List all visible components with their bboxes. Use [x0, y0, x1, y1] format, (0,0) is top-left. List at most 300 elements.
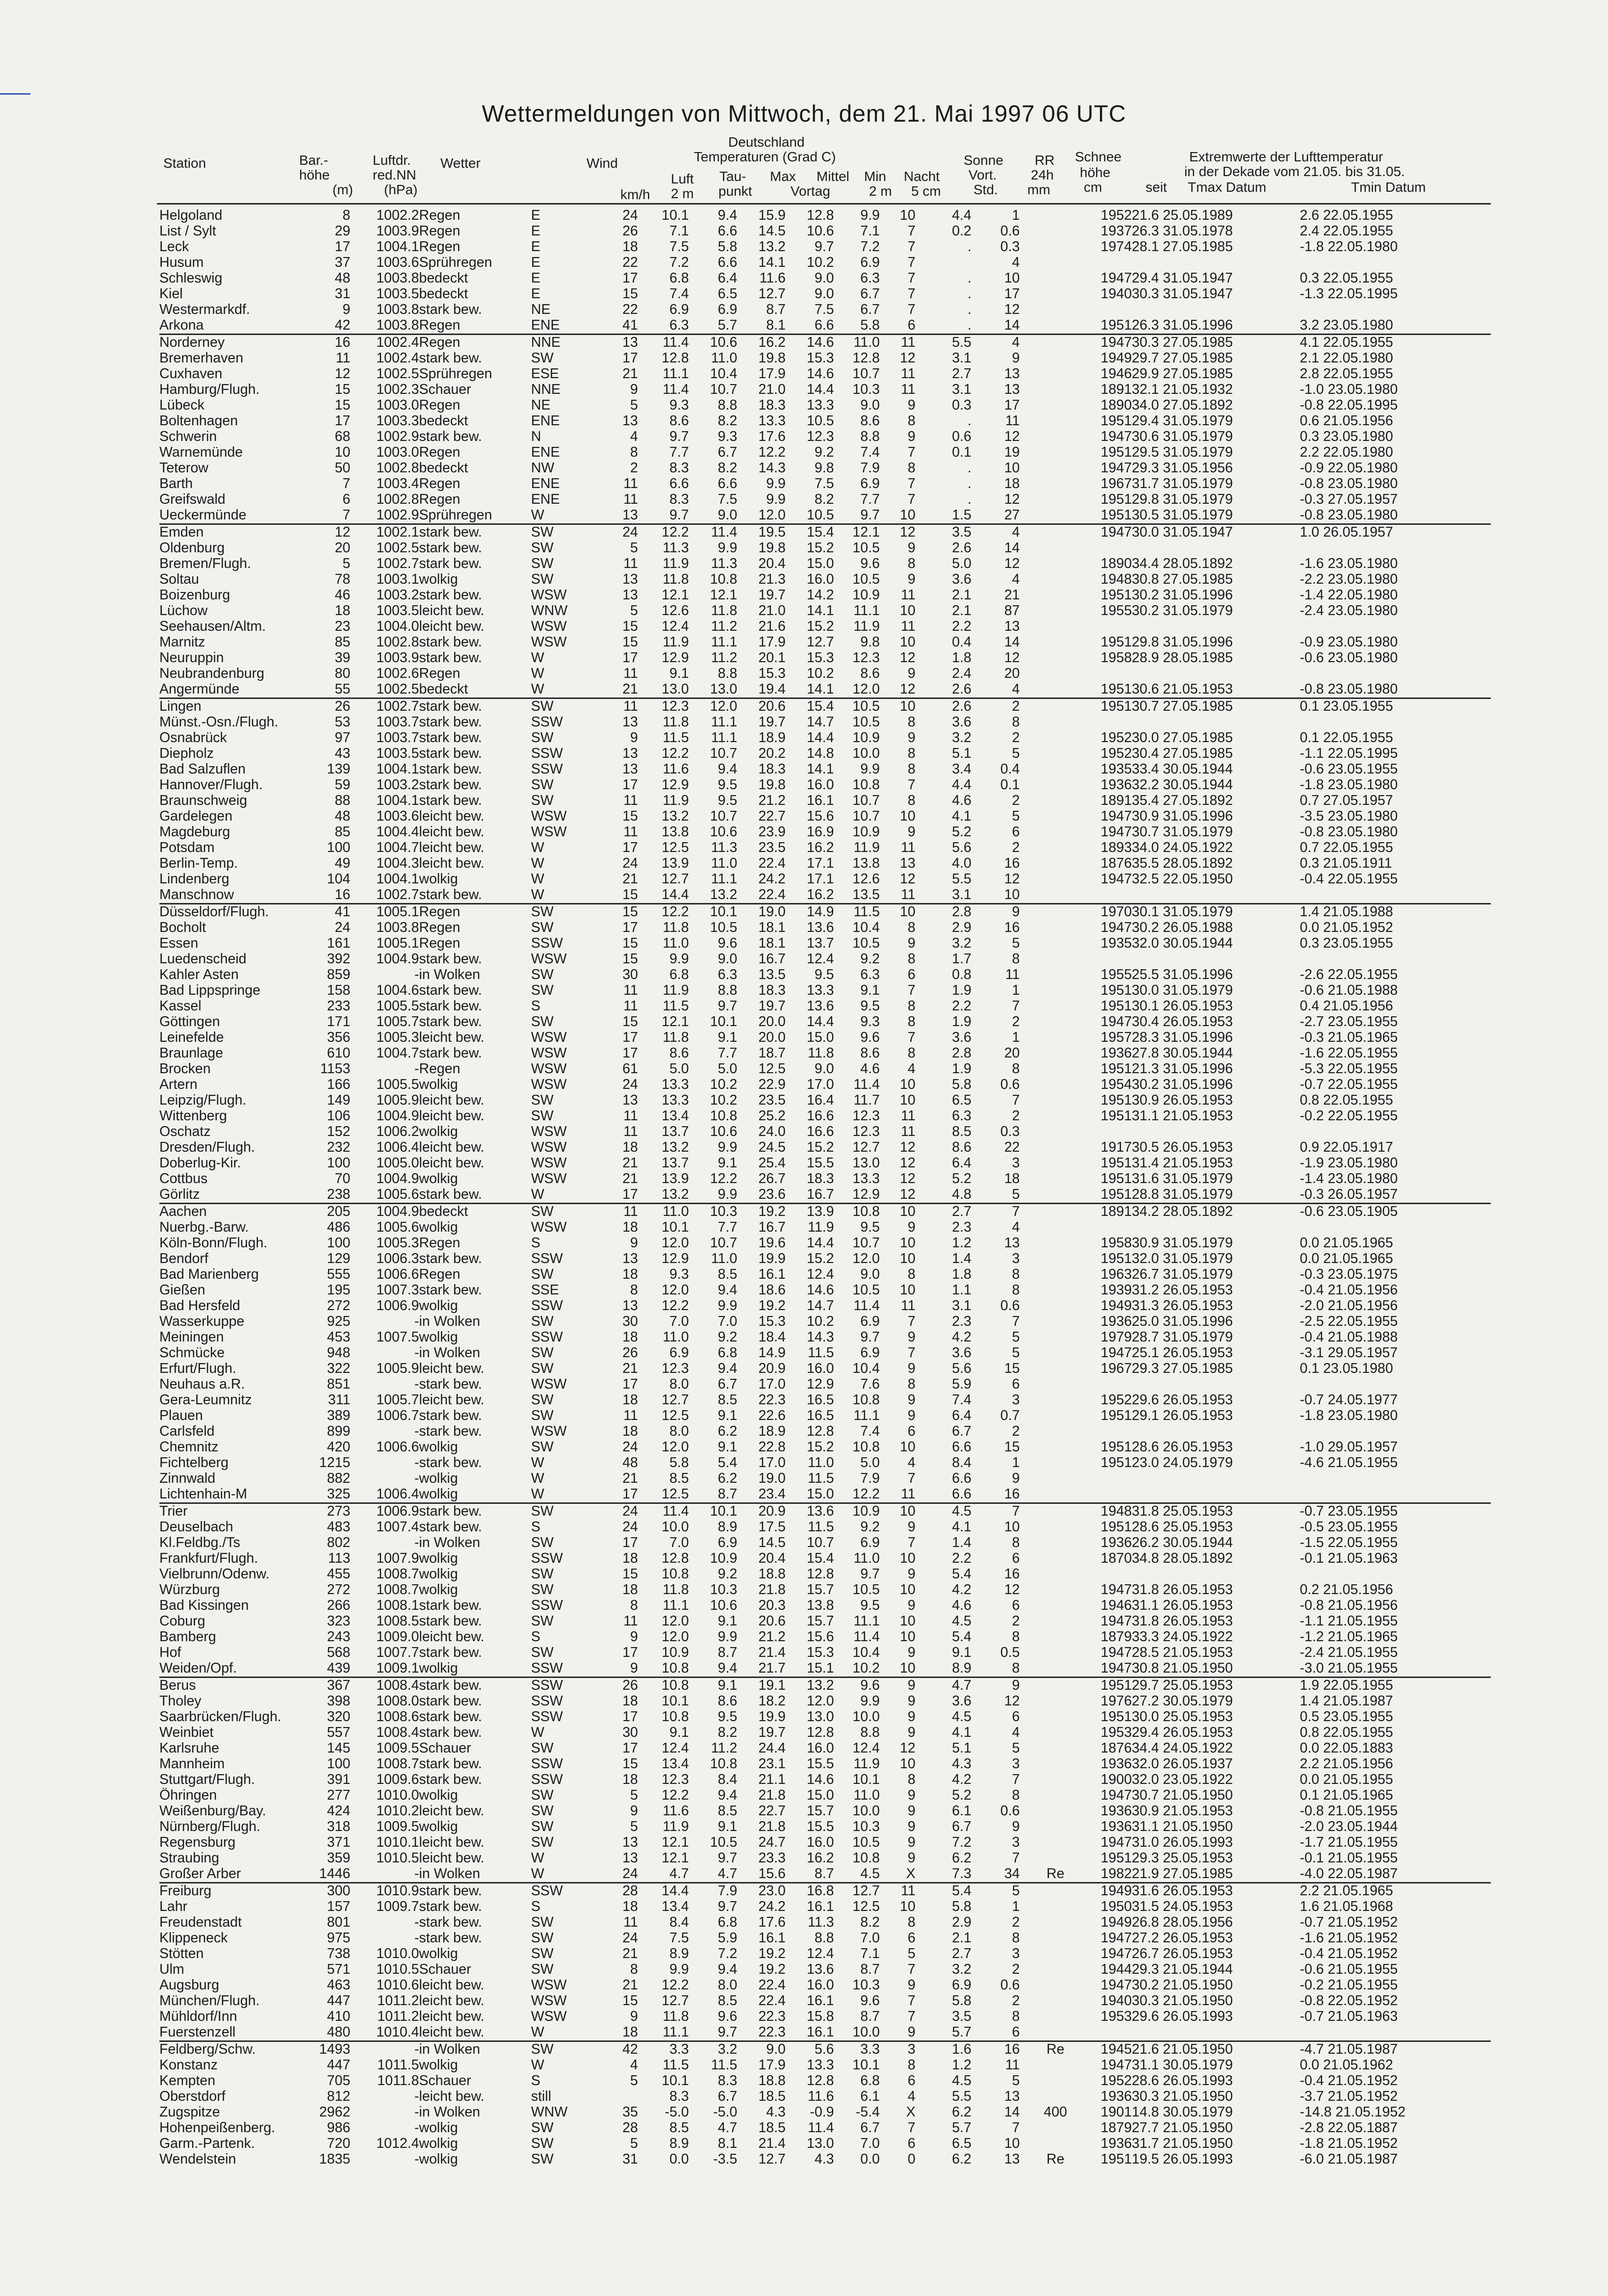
cell-max: 13.2	[758, 239, 786, 255]
cell-mittel: 16.1	[786, 2025, 834, 2041]
cell-seit: 1951	[1091, 318, 1132, 335]
cell-schnee	[1020, 840, 1091, 856]
cell-mittel: 15.7	[807, 1804, 834, 1819]
cell-tau: 11.5	[711, 2058, 738, 2073]
cell-wind-speed: 13	[622, 746, 638, 761]
cell-tmax: 29.1 26.05.1953	[1131, 1408, 1233, 1423]
cell-tau: 10.6	[710, 1598, 738, 1613]
cell-min: 9.0	[860, 398, 880, 413]
cell-bar: 80	[334, 666, 351, 681]
cell-schnee	[1020, 2025, 1091, 2041]
cell-bar: 24	[334, 920, 351, 935]
cell-mittel: 12.4	[807, 1946, 834, 1961]
cell-tau: 6.6	[717, 476, 738, 491]
cell-weather: in Wolken	[419, 2041, 481, 2057]
cell-schnee	[1020, 1788, 1091, 1804]
cell-weather: Regen	[419, 1061, 460, 1077]
cell-weather: stark bew.	[419, 429, 482, 444]
cell-weather: leicht bew.	[419, 1629, 485, 1645]
cell-pressure: 1003.5	[376, 746, 419, 761]
cell-mittel: 14.4	[807, 1014, 834, 1030]
cell-tmin: 0.5 23.05.1955	[1300, 1709, 1393, 1725]
cell-nacht: 5	[907, 1946, 916, 1961]
cell-min: 7.0	[860, 2136, 880, 2151]
cell-weather: stark bew.	[419, 1424, 482, 1439]
cell-schnee	[1020, 208, 1091, 224]
cell-min: 10.8	[852, 1393, 880, 1408]
table-row	[159, 1283, 1491, 1298]
cell-wind-speed: 11	[623, 556, 638, 571]
cell-min: 9.5	[860, 1220, 880, 1235]
cell-wind-speed: 17	[622, 777, 638, 793]
cell-luft: 11.5	[663, 999, 689, 1014]
cell-bar: 195	[327, 1283, 351, 1298]
cell-schnee	[1020, 1236, 1091, 1251]
cell-tmin: -5.3 22.05.1955	[1300, 1061, 1398, 1077]
cell-rr: 9	[1012, 351, 1020, 366]
cell-nacht: 9	[907, 1851, 916, 1866]
header-sonne-2: Vort.	[969, 167, 997, 182]
cell-wind-dir: SSE	[531, 1283, 559, 1298]
cell-station: Regensburg	[159, 1835, 236, 1850]
cell-wind-dir: W	[531, 1851, 544, 1866]
cell-wind-speed: 48	[622, 1455, 638, 1470]
cell-luft: 9.1	[669, 666, 689, 681]
cell-bar: 1446	[300, 1866, 351, 1883]
cell-schnee	[1020, 351, 1091, 366]
cell-nacht: 10	[900, 904, 916, 920]
cell-pressure: 1004.3	[376, 856, 419, 871]
cell-max: 8.7	[766, 302, 786, 317]
cell-nacht: 0	[907, 2152, 916, 2167]
cell-station: Ulm	[159, 1962, 184, 1977]
cell-tmax: 30.0 31.05.1979	[1131, 983, 1233, 998]
cell-nacht: 12	[900, 351, 916, 366]
table-row	[159, 2120, 1491, 2136]
cell-pressure: 1010.9	[376, 1883, 419, 1899]
cell-luft: 8.9	[669, 2136, 689, 2151]
cell-wind-speed: 13	[622, 335, 638, 350]
cell-nacht: 10	[900, 1551, 916, 1566]
cell-mittel: 9.0	[814, 286, 834, 302]
cell-nacht: 8	[907, 1046, 916, 1061]
cell-tmax	[1132, 952, 1300, 967]
cell-tmin: 1.0 26.05.1957	[1300, 524, 1393, 540]
cell-bar: 720	[327, 2136, 351, 2151]
cell-wind-speed: 11	[623, 476, 638, 491]
cell-seit: 1951	[1091, 508, 1132, 524]
cell-mittel: 14.6	[807, 1283, 834, 1298]
cell-wind-dir: SW	[531, 1931, 554, 1946]
cell-wind-speed: 24	[622, 1077, 638, 1092]
cell-sonne	[916, 255, 971, 271]
cell-tmin: 0.2 21.05.1956	[1300, 1582, 1393, 1598]
cell-nacht: 7	[907, 1962, 916, 1977]
cell-wind-speed: 13	[622, 1093, 638, 1108]
cell-min: 13.8	[852, 856, 880, 871]
cell-luft: 8.5	[669, 2120, 689, 2136]
cell-wind-speed: 5	[630, 1788, 638, 1803]
cell-bar: 391	[327, 1772, 351, 1787]
cell-weather: bedeckt	[419, 1204, 468, 1219]
cell-wind-speed: 15	[622, 1993, 638, 2009]
cell-station: Helgoland	[159, 208, 223, 223]
cell-seit: 1952	[1100, 1393, 1132, 1408]
cell-tmin: -3.5 23.05.1980	[1300, 809, 1398, 824]
cell-wind-speed: 13	[622, 1851, 638, 1866]
cell-pressure: 1008.0	[376, 1694, 419, 1709]
cell-weather: bedeckt	[419, 461, 468, 476]
cell-rr: 16	[1004, 856, 1020, 871]
cell-seit: 1948	[1100, 1503, 1132, 1519]
cell-max: 15.3	[758, 666, 786, 681]
cell-nacht: 10	[900, 208, 916, 223]
cell-tmin: -0.9 22.05.1980	[1300, 461, 1398, 476]
cell-max: 13.3	[758, 413, 786, 429]
cell-wind-speed: 9	[630, 1236, 638, 1251]
cell-rr: 2	[1012, 730, 1020, 746]
cell-tmin: -0.6 23.05.1980	[1300, 650, 1398, 666]
cell-tmin: -1.6 23.05.1980	[1300, 556, 1398, 571]
cell-tmax: 27.2 30.05.1979	[1131, 1694, 1233, 1709]
cell-bar: 42	[300, 318, 351, 335]
cell-luft: 12.4	[662, 619, 689, 634]
cell-tmax: 30.8 21.05.1950	[1132, 1661, 1300, 1677]
cell-tmin: -1.8 23.05.1980	[1300, 1408, 1398, 1423]
cell-wind-speed: 17	[592, 1487, 638, 1503]
cell-nacht: 9	[907, 1835, 916, 1850]
cell-seit: 1951	[1100, 588, 1132, 603]
cell-weather: stark bew.	[419, 1677, 482, 1693]
cell-station: Weißenburg/Bay.	[159, 1804, 266, 1819]
cell-pressure: 1006.6	[376, 1267, 419, 1282]
cell-seit: 1949	[1100, 1915, 1132, 1930]
cell-min: 6.7	[860, 2120, 880, 2136]
cell-bar: 899	[327, 1424, 351, 1439]
cell-mittel: 15.3	[807, 650, 834, 666]
table-row	[159, 2105, 1491, 2120]
cell-min: 10.0	[852, 1804, 880, 1819]
cell-tmin	[1300, 1487, 1491, 1503]
cell-nacht: 7	[907, 271, 916, 286]
cell-mittel: 11.3	[808, 1915, 834, 1930]
cell-luft: 5.0	[669, 1061, 689, 1077]
cell-tmin: 1.4 21.05.1987	[1300, 1694, 1393, 1709]
header-tmax: Tmax Datum	[1188, 180, 1267, 195]
cell-station: Carlsfeld	[159, 1424, 215, 1439]
cell-bar: 447	[327, 1993, 351, 2009]
cell-tau: 7.7	[717, 1220, 738, 1235]
cell-tau: 6.2	[717, 1424, 738, 1439]
cell-mittel: 9.8	[814, 461, 834, 476]
cell-mittel: 14.1	[786, 682, 834, 698]
cell-schnee	[1020, 2058, 1091, 2073]
cell-wind-speed: 17	[622, 1709, 638, 1725]
cell-nacht: 10	[900, 635, 916, 650]
cell-rr: 8	[1012, 1267, 1020, 1282]
cell-nacht: 12	[900, 872, 916, 887]
cell-rr: 5	[1012, 1345, 1020, 1361]
cell-tmin: -1.1 22.05.1995	[1300, 746, 1398, 761]
cell-wind-dir: SW	[531, 967, 554, 982]
cell-tmax: 28.3 31.05.1996	[1131, 1030, 1233, 1045]
cell-sonne: 2.9	[952, 1915, 971, 1930]
cell-pressure: 1011.2	[377, 2009, 419, 2024]
cell-min: 13.5	[834, 887, 880, 904]
cell-tmin: -0.4 21.05.1988	[1300, 1330, 1398, 1345]
cell-luft: 13.7	[662, 1124, 689, 1139]
cell-tmax: 21.6 21.05.1950	[1131, 2041, 1233, 2057]
cell-tau: 9.9	[717, 1629, 738, 1645]
header-weather: Wetter	[440, 155, 481, 171]
cell-tau: 11.1	[711, 730, 738, 746]
cell-rr: 13	[1004, 382, 1020, 397]
cell-bar: 18	[334, 603, 351, 619]
cell-wind-speed: 26	[622, 1345, 638, 1361]
cell-wind-speed: 2	[630, 461, 638, 476]
cell-sonne: 5.1	[952, 746, 971, 761]
cell-sonne: 2.6	[916, 682, 971, 698]
cell-tmin: -2.6 22.05.1955	[1300, 967, 1398, 982]
cell-max: 18.2	[758, 1694, 786, 1709]
cell-nacht: 12	[900, 1171, 916, 1187]
cell-tau: 9.4	[717, 1962, 738, 1977]
cell-weather: Regen	[419, 318, 531, 335]
cell-mittel: 15.4	[807, 524, 834, 540]
cell-bar: 424	[327, 1804, 351, 1819]
cell-nacht: 7	[907, 445, 916, 460]
cell-wind-speed: 21	[622, 1171, 638, 1187]
cell-bar: 318	[327, 1819, 351, 1834]
cell-station: Mühldorf/Inn	[159, 2009, 237, 2024]
cell-pressure: 1005.5	[376, 1077, 419, 1092]
cell-rr: 14	[1004, 635, 1020, 650]
cell-station: München/Flugh.	[159, 1993, 260, 2009]
cell-rr: 6	[1012, 1551, 1020, 1566]
cell-luft: 7.1	[669, 224, 689, 239]
cell-wind-dir: W	[531, 1725, 544, 1740]
cell-schnee	[1020, 936, 1091, 952]
table-row	[159, 1345, 1491, 1361]
cell-rr: 1	[1012, 983, 1020, 998]
cell-bar: 16	[334, 335, 351, 350]
cell-tmax: 29.4 31.05.1947	[1131, 271, 1233, 286]
cell-wind-dir: SW	[531, 1535, 554, 1550]
cell-weather: stark bew.	[419, 1283, 482, 1298]
cell-tau: 9.7	[717, 1851, 738, 1866]
cell-luft: 11.6	[663, 762, 689, 777]
cell-station: Bad Hersfeld	[159, 1298, 240, 1314]
cell-tau: 9.1	[717, 1819, 738, 1834]
cell-sonne: 8.6	[952, 1140, 971, 1155]
cell-seit: 1958	[1100, 650, 1132, 666]
table-row	[159, 1962, 1491, 1978]
cell-rr: 2	[1012, 1993, 1020, 2009]
cell-station: Neubrandenburg	[159, 666, 264, 681]
cell-rr: 6	[1012, 1709, 1020, 1725]
cell-min: 12.3	[852, 1124, 880, 1139]
cell-schnee	[1020, 398, 1091, 413]
cell-nacht: 12	[900, 1156, 916, 1171]
cell-nacht: 8	[907, 1267, 916, 1282]
cell-seit: 1879	[1100, 2120, 1132, 2136]
cell-schnee	[1020, 1520, 1091, 1535]
cell-luft: 11.1	[638, 2025, 689, 2041]
cell-wind-dir: W	[531, 1187, 592, 1204]
cell-station: Öhringen	[159, 1788, 217, 1803]
cell-pressure: 1002.7	[376, 556, 419, 571]
cell-schnee	[1020, 445, 1091, 461]
cell-min: 6.7	[860, 286, 880, 302]
cell-mittel: 10.5	[786, 508, 834, 524]
cell-schnee	[1020, 588, 1091, 603]
cell-pressure: 1002.8	[376, 492, 419, 507]
cell-tmax: 30.9 31.05.1979	[1131, 1236, 1233, 1251]
cell-station: Berlin-Temp.	[159, 856, 238, 871]
cell-pressure: 1004.4	[376, 825, 419, 840]
cell-tmin	[1300, 1471, 1491, 1487]
cell-nacht: 10	[900, 1251, 916, 1266]
cell-station: Bremen/Flugh.	[159, 556, 251, 571]
cell-tmin	[1300, 952, 1491, 967]
cell-station: Nuerbg.-Barw.	[159, 1220, 249, 1235]
cell-pressure: 1003.0	[376, 398, 419, 413]
cell-weather: leicht bew.	[419, 825, 485, 840]
cell-station: Stötten	[159, 1946, 204, 1961]
cell-schnee	[1020, 1124, 1091, 1140]
cell-pressure: 1008.7	[376, 1582, 419, 1598]
cell-max: 19.5	[758, 524, 786, 540]
cell-min: 9.6	[860, 1677, 880, 1693]
cell-max: 21.4	[758, 2136, 786, 2151]
cell-rr: 4	[1012, 255, 1020, 270]
cell-bar: 266	[327, 1598, 351, 1613]
cell-wind-dir: W	[531, 2058, 544, 2073]
cell-max: 18.4	[758, 1330, 786, 1345]
cell-sonne: 0.2	[952, 224, 971, 239]
cell-station: Bad Salzuflen	[159, 762, 246, 777]
table-row	[159, 1124, 1491, 1140]
cell-seit	[1091, 541, 1132, 556]
cell-tau: 9.6	[717, 2009, 738, 2024]
cell-nacht: 4	[907, 1455, 916, 1470]
cell-wind-speed: 5	[630, 398, 638, 413]
cell-sonne: 5.2	[952, 1788, 971, 1803]
cell-max: 21.7	[737, 1661, 786, 1677]
cell-station: Schwerin	[159, 429, 217, 444]
cell-station: Lübeck	[159, 398, 204, 413]
cell-weather: stark bew.	[419, 730, 482, 746]
cell-wind-speed: 21	[622, 1471, 638, 1486]
cell-sonne: 4.2	[952, 1582, 971, 1598]
cell-nacht: 8	[907, 793, 916, 808]
cell-weather: stark bew.	[419, 1251, 482, 1266]
cell-weather: wolkig	[419, 1788, 458, 1803]
cell-bar: 925	[327, 1314, 351, 1329]
header-extremes-1: Extremwerte der Lufttemperatur	[1189, 149, 1383, 164]
cell-tmax: 29.4 31.05.1979	[1131, 413, 1233, 429]
table-row	[159, 1694, 1491, 1709]
cell-seit	[1091, 1567, 1132, 1582]
cell-mittel: 15.5	[807, 1819, 834, 1834]
cell-tau: 11.0	[711, 1251, 738, 1266]
cell-wind-dir: SSW	[531, 1251, 563, 1266]
cell-bar: 171	[327, 1014, 351, 1030]
table-row	[159, 1030, 1491, 1046]
cell-bar: 610	[327, 1046, 351, 1061]
cell-rr: 0.6	[1000, 224, 1020, 239]
cell-schnee	[1020, 762, 1091, 777]
cell-weather: Sprühregen	[419, 508, 531, 524]
cell-pressure: 1009.5	[376, 1819, 419, 1834]
cell-max: 18.9	[758, 1424, 786, 1439]
cell-mittel: 16.2	[786, 887, 834, 904]
table-row	[159, 1915, 1491, 1931]
cell-tmin: -0.6 21.05.1955	[1300, 1962, 1398, 1977]
cell-wind-speed: 24	[622, 524, 638, 540]
cell-luft: 12.3	[662, 1361, 689, 1376]
table-row	[159, 603, 1491, 619]
cell-schnee	[1020, 793, 1091, 809]
table-row	[159, 1756, 1491, 1772]
cell-tmax: 26.2 30.05.1944	[1131, 1535, 1233, 1550]
cell-bar: 6	[342, 492, 351, 507]
cell-station: Aachen	[159, 1204, 207, 1219]
cell-wind-speed: 13	[622, 1251, 638, 1266]
cell-seit: 1947	[1100, 2058, 1132, 2073]
cell-seit: 1963	[1100, 1267, 1132, 1282]
cell-bar: 20	[334, 541, 351, 556]
cell-nacht: 12	[900, 650, 916, 666]
cell-bar: 232	[327, 1140, 351, 1155]
cell-min: 9.1	[860, 983, 880, 998]
cell-wind-speed: 17	[622, 1741, 638, 1756]
cell-sonne: 5.9	[952, 1377, 971, 1392]
cell-rr: 8	[1012, 1061, 1020, 1077]
cell-weather: wolkig	[419, 1298, 458, 1314]
cell-bar: 26	[334, 698, 351, 714]
cell-max: 12.2	[758, 445, 786, 460]
cell-max: 16.1	[758, 1267, 786, 1282]
cell-tmin: 0.3 23.05.1955	[1300, 936, 1393, 951]
cell-schnee: 400	[1044, 2105, 1067, 2120]
cell-weather: stark bew.	[419, 1899, 482, 1914]
cell-tmax: 21.6 25.05.1989	[1131, 208, 1233, 223]
cell-tmax: 30.5 26.05.1953	[1131, 1140, 1233, 1155]
cell-tmax: 32.1 21.05.1932	[1131, 382, 1233, 397]
cell-pressure: 1002.7	[376, 698, 419, 714]
cell-tmin: -14.8 21.05.1952	[1300, 2105, 1406, 2120]
cell-wind-speed: 24	[622, 1931, 638, 1946]
cell-tmin: 0.3 22.05.1955	[1300, 271, 1393, 286]
cell-bar: 2962	[319, 2105, 351, 2120]
cell-station: Hannover/Flugh.	[159, 777, 263, 793]
cell-sonne: 2.7	[952, 366, 971, 382]
cell-bar: 59	[334, 777, 351, 793]
cell-mittel: 16.0	[807, 1978, 834, 1993]
cell-bar: 389	[327, 1408, 351, 1423]
cell-wind-speed: 13	[622, 1298, 638, 1314]
cell-sonne: .	[967, 476, 971, 491]
cell-wind-speed: 13	[622, 572, 638, 587]
cell-sonne: 7.3	[916, 1866, 971, 1883]
cell-nacht: 7	[907, 224, 916, 239]
cell-station: Dresden/Flugh.	[159, 1140, 255, 1155]
cell-wind-dir: SW	[531, 1835, 554, 1850]
cell-tmin	[1300, 1567, 1491, 1582]
cell-wind-dir: S	[531, 1629, 540, 1645]
cell-max: 22.7	[758, 1804, 786, 1819]
